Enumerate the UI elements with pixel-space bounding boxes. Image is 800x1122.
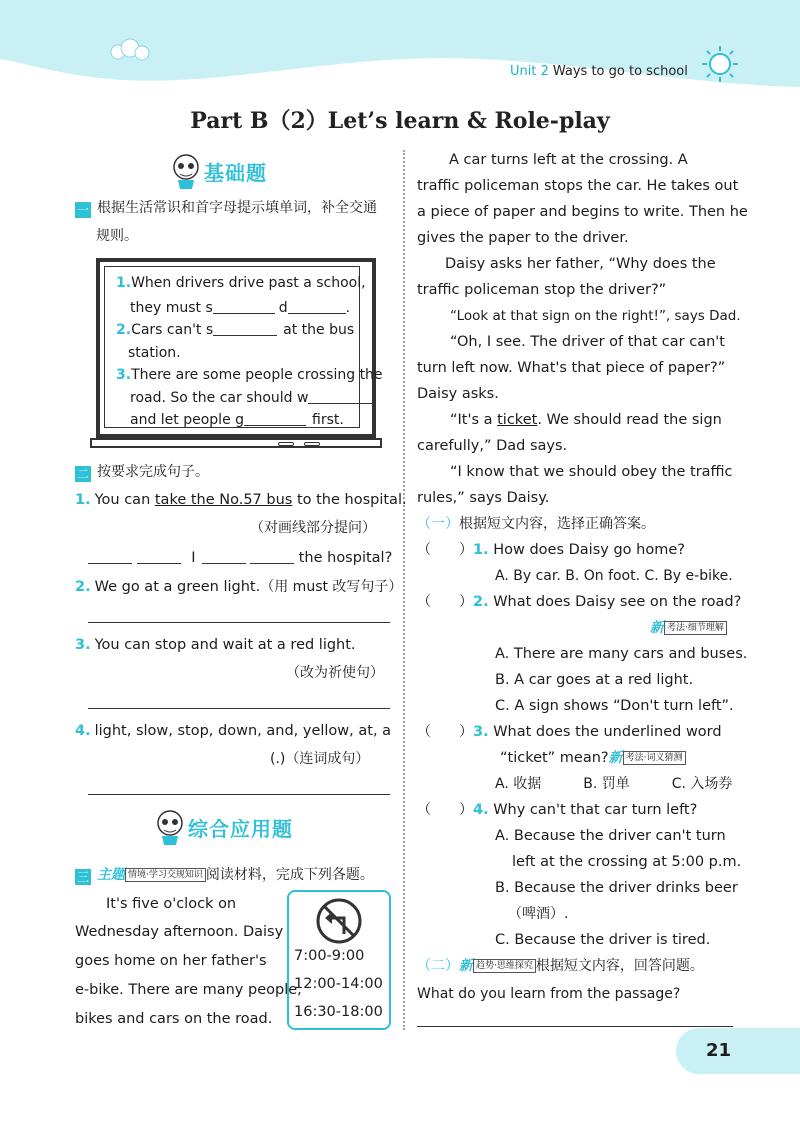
passage-right-line-9: turn left now. What's that piece of paper?” <box>417 360 726 376</box>
answer-bracket[interactable]: （ ） <box>417 542 473 558</box>
part1-q4-option-c: C. Because the driver is tired. <box>495 932 711 948</box>
sign-time-1: 7:00-9:00 <box>294 948 365 964</box>
answer-blank[interactable] <box>137 548 181 564</box>
q1-instruction-line1: 根据生活常识和首字母提示填单词，补全交通 <box>97 200 377 216</box>
answer-blank[interactable] <box>308 388 376 404</box>
passage-left-line-4: e-bike. There are many people, <box>75 982 302 998</box>
page-number: 21 <box>706 1040 732 1061</box>
board-line-1: 1.When drivers drive past a school, <box>116 275 366 291</box>
part1-q4-option-b2: （啤酒）. <box>508 906 569 922</box>
q3-instruction: 三 主题 情境·学习交规知识 阅读材料，完成下列各题。 <box>76 867 374 884</box>
chalk-icon <box>304 442 320 446</box>
answer-blank[interactable] <box>250 548 294 564</box>
page-number-band <box>676 1028 800 1074</box>
passage-right-line-2: traffic policeman stops the car. He takes out <box>417 178 739 194</box>
q1-marker: 一 <box>76 203 89 217</box>
answer-blank[interactable] <box>213 298 275 314</box>
passage-right-ticket-line: “It's a ticket. We should read the sign <box>450 412 722 428</box>
q2-item-4: 4. light, slow, stop, down, and, yellow, at, a <box>75 723 392 739</box>
passage-left-line-3: goes home on her father's <box>75 953 267 969</box>
answer-blank[interactable] <box>244 410 306 426</box>
q1-instruction <box>75 198 377 218</box>
part1-q2-option-c: C. A sign shows “Don't turn left”. <box>495 698 734 714</box>
part1-q3: （ ）3. What does the underlined word <box>417 724 722 740</box>
sign-time-3: 16:30-18:00 <box>294 1004 383 1020</box>
q2-item-4-requirement: (.)（连词成句） <box>270 751 370 767</box>
q2-item-1: 1. You can take the No.57 bus to the hospital. <box>75 492 407 508</box>
header-band <box>0 0 800 96</box>
answer-line[interactable] <box>417 1026 733 1027</box>
answer-bracket[interactable]: （ ） <box>417 724 473 740</box>
passage-right-line-4: gives the paper to the driver. <box>417 230 629 246</box>
answer-blank[interactable] <box>213 320 277 336</box>
q3-marker: 三 <box>76 870 89 884</box>
unit-header <box>510 64 688 79</box>
column-divider <box>403 150 405 1030</box>
passage-left-line-5: bikes and cars on the road. <box>75 1011 273 1027</box>
passage-right-line-12: carefully,” Dad says. <box>417 438 568 454</box>
mascot-icon <box>152 808 188 846</box>
sign-time-2: 12:00-14:00 <box>294 976 383 992</box>
blackboard <box>96 258 383 448</box>
q2-item-1-requirement: （对画线部分提问） <box>250 520 376 536</box>
q2-item-1-answer: I the hospital? <box>88 548 392 568</box>
part2-question: What do you learn from the passage? <box>417 986 681 1002</box>
board-line-5: 3.There are some people crossing the <box>116 367 383 383</box>
no-left-turn-icon <box>314 896 364 946</box>
q1-instruction-line2: 规则。 <box>96 228 138 244</box>
q2-marker: 二 <box>76 467 89 481</box>
part1-q4-option-b1: B. Because the driver drinks beer <box>495 880 738 896</box>
part1-q1-options: A. By car. B. On foot. C. By e-bike. <box>495 568 733 584</box>
passage-left-line-1: It's five o'clock on <box>106 896 237 912</box>
mascot-icon <box>168 152 204 190</box>
board-line-3: 2.Cars can't s at the bus <box>116 322 355 338</box>
answer-bracket[interactable]: （ ） <box>417 594 473 610</box>
board-line-6: road. So the car should w <box>130 388 376 407</box>
comprehensive-section-badge <box>152 808 293 846</box>
q2-item-3: 3. You can stop and wait at a red light. <box>75 637 356 653</box>
comprehensive-section-title: 综合应用题 <box>188 816 293 841</box>
part1-q3-line2: “ticket” mean?新 考法·词义猜测 <box>500 748 686 768</box>
passage-right-line-5: Daisy asks her father, “Why does the <box>445 256 716 272</box>
answer-line[interactable] <box>88 622 390 623</box>
passage-right-line-14: rules,” says Daisy. <box>417 490 550 506</box>
chalk-icon <box>278 442 294 446</box>
part1-q1: （ ）1. How does Daisy go home? <box>417 542 685 558</box>
passage-right-line-3: a piece of paper and begins to write. Then he <box>417 204 748 220</box>
passage-right-line-1: A car turns left at the crossing. A <box>449 152 688 168</box>
part1-instruction: （一）根据短文内容，选择正确答案。 <box>417 516 655 532</box>
passage-right-line-8: “Oh, I see. The driver of that car can't <box>450 334 725 350</box>
unit-number: Unit 2 <box>510 64 549 79</box>
basic-section-title: 基础题 <box>204 160 267 185</box>
passage-right-line-6: traffic policeman stop the driver?” <box>417 282 667 298</box>
answer-line[interactable] <box>88 708 390 709</box>
part1-q4-option-a1: A. Because the driver can't turn <box>495 828 726 844</box>
answer-blank[interactable] <box>202 548 246 564</box>
sun-icon <box>700 44 740 84</box>
answer-blank[interactable] <box>88 548 132 564</box>
part1-q3-options: A. 收据 B. 罚单 C. 入场券 <box>495 776 733 792</box>
passage-right-line-13: “I know that we should obey the traffic <box>450 464 733 480</box>
q2-instruction: 二 按要求完成句子。 <box>76 464 209 481</box>
basic-section-badge <box>168 152 267 190</box>
part1-q4: （ ）4. Why can't that car turn left? <box>417 802 698 818</box>
q2-item-2: 2. We go at a green light.（用 must 改写句子） <box>75 579 403 595</box>
board-line-2: they must s d . <box>130 300 351 316</box>
passage-right-line-7: “Look at that sign on the right!”, says Dad. <box>450 308 741 324</box>
unit-title: Ways to go to school <box>552 64 688 79</box>
answer-blank[interactable] <box>288 298 346 314</box>
answer-line[interactable] <box>88 794 390 795</box>
passage-right-line-10: Daisy asks. <box>417 386 499 402</box>
part1-q4-option-a2: left at the crossing at 5:00 p.m. <box>512 854 742 870</box>
part1-q2-tag: 新 考法·细节理解 <box>650 618 727 638</box>
page-title: Part B（2）Let’s learn & Role-play <box>190 108 610 134</box>
passage-left-line-2: Wednesday afternoon. Daisy <box>75 924 284 940</box>
board-line-4: station. <box>128 345 181 361</box>
underlined-phrase: take the No.57 bus <box>154 492 293 508</box>
part1-q2-option-a: A. There are many cars and buses. <box>495 646 748 662</box>
board-line-7: and let people g first. <box>130 412 344 428</box>
part1-q2: （ ）2. What does Daisy see on the road? <box>417 594 742 610</box>
answer-bracket[interactable]: （ ） <box>417 802 473 818</box>
part2-instruction: （二）新 趋势·思维探究 根据短文内容，回答问题。 <box>417 958 704 974</box>
underlined-word-ticket: ticket <box>497 412 538 428</box>
part1-q2-option-b: B. A car goes at a red light. <box>495 672 694 688</box>
q2-item-3-requirement: （改为祈使句） <box>286 665 384 681</box>
blackboard-ledge <box>90 438 382 448</box>
